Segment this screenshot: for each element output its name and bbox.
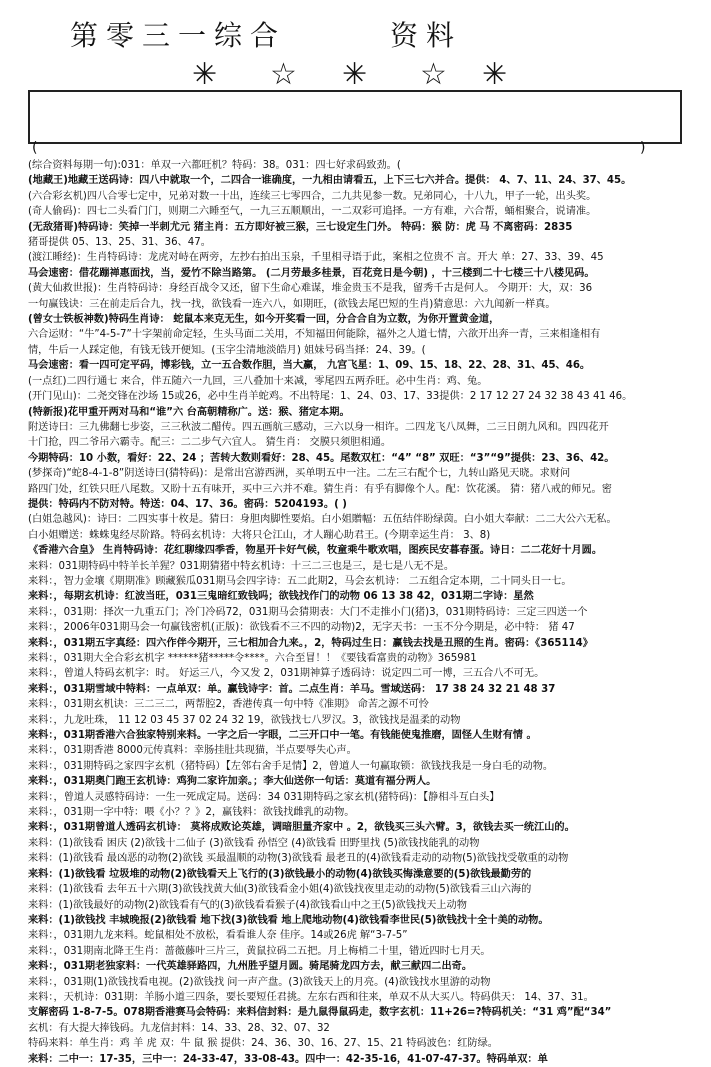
text-line: (梦探奇)“蛇8-4-1-8”阴送诗曰(猜特码)：是常出宫游西洲，买单明五中一注。二左三右配个七，九转山路见天晓。求财问 [28, 468, 571, 480]
text-line: 来料：，九龙吐珠， 11 12 03 45 37 02 24 32 19，欲钱找七八罗汉。3，欲钱找是温柔的动物 [28, 714, 461, 726]
text-line: 来料：(1)欲钱找 丰城晚报(2)欲钱看 地下找(3)欲钱看 地上爬地动物(4)欲钱看李世民(5)欲钱找十全十美的动物。 [28, 914, 549, 926]
text-line: 来料：，每期玄机诗：红波当旺，031三鬼暗红致钱吗；欲钱找作门的动物 06 13 38 42，031期二字诗：星然 [28, 591, 534, 603]
text-line: 特码来料：单生肖：鸡 羊 虎 双：牛 鼠 猴 提供：24、36、30、16、27、15、21 特码波色：红防绿。 [28, 1038, 498, 1050]
text-line: 来料：，曾道人灵感特码诗：一生一死成定局。送码：34 031期特码之家玄机(猪特码)：【静相斗互白头】 [28, 791, 500, 803]
text-line: (开门见山)：二尧交锋在沙场 15或26，必中生肖羊蛇鸡。不出特尾：1、24、03、17、33提供：2 17 12 27 24 32 38 43 41 46。 [28, 391, 633, 403]
asterisk-icon: ✳ [342, 57, 368, 92]
text-line: 今期特码：10 小数，看好：22、24 ；苦转大数则看好：28、45。尾数双杠：“4” “8” 双旺：“3”“9”提供：23、36、42。 [28, 452, 615, 464]
text-line: 来料：，031期南北降王生肖：蔷薇藤叶三片三，黄鼠拉码二五把。月上梅梢二十里，错近四时七月天。 [28, 945, 491, 957]
text-line: 来料：，031期特码之家四字玄机（猪特码）【左邻右舍手足情】2，曾道人一句赢取锁：欲钱找我是一身白毛的动物。 [28, 760, 554, 772]
text-line: (渡江睡经)：生肖特码诗：龙虎对峙在两旁，左抄右拍出玉泉，千里相寻语于此，案相之位贵不 言。开大 单：27、33、39、45 [28, 252, 604, 264]
text-line: (无敌猪哥)特码诗：笑掉一半刺尤元 猪主肖：五方即好被三猴，三七设定生门外。 特码：猴 防：虎 马 不离密码：2835 [28, 221, 573, 233]
text-line: 附送诗曰：三九佛翻七步姿，三三秋波二醋传。四五画航三感动，三六以身一相许。二四龙飞八凤舞，二三日朗九风和。四四花开 [28, 421, 609, 433]
text-line: 来料：，031期：择次一九重五门；冷门冷码72，031期马会猜期表：大门不走推小门(猪)3，031期特码诗：三定三四送一个 [28, 606, 588, 618]
text-line: 来料：，031期香港 8000元传真料：幸肠挂肚共现猫，半点要辱失心声。 [28, 745, 357, 757]
text-line: (一点红)二四行通七 来合，伴五随六一九回，三八叠加十来减，零尾四五两乔旺。必中生肖：鸡、兔。 [28, 375, 488, 387]
text-line: 来料：，031期九龙来料。蛇鼠相处不放松，看看谁人奈 佳序。14或26虎 解“3-7-5” [28, 930, 408, 942]
text-line: 来料：，031期香港六合独家特别来料。一字之后一字眼，二三开口中一笔。有钱能使鬼推磨，固怪人生财有情 。 [28, 730, 537, 742]
paren-right: ) [640, 140, 646, 156]
text-line: 提供：特码内不防对特。特送：04、17、36。密码：5204193。( ) [28, 498, 347, 510]
text-line: 来料：(1)欲钱看 最凶恶的动物(2)欲钱 买最温顺的动物(3)欲钱看 最老丑的(4)欲钱看走动的动物(5)欲钱找受敬重的动物 [28, 853, 569, 865]
text-line: 来料：，曾道人特码玄机字：时。 好运三八，今又发 2，031期神算子透码诗：说定四二可一博，三五合八不可无。 [28, 668, 545, 680]
text-line: 来料：，天机诗：031期：羊肠小道三四条，要长要短任君挑。左东右西和往来，单双不从大买八。特码供天： 14、37、31。 [28, 991, 594, 1003]
title-right: 资料 [390, 19, 463, 52]
text-line: (白姐急越风)：诗曰：二四实事十枚是。猜曰：身胆肉脚性要焰。白小姐贈幅：五伍结伴盼绿茵。白小姐大奉献：二二大公六无私。 [28, 514, 617, 526]
text-line: 白小姐赠送：蛛蛛鬼经尽阶路。特码玄机诗：大将只仑江山，才人蹦心助君王。(今期幸运生肖： 3、8) [28, 529, 491, 541]
text-line: 路四门处，红铁只旺八尾数。又盼十五有味开，买中三六并不难。猜生肖：有乎有脚像个人。配：饮花溪。 猜：猪八戒的师兄。密 [28, 483, 612, 495]
text-line: 来料：二中一：17-35，三中一：24-33-47，33-08-43。四中一：42-35-16，41-07-47-37。特码单双：单 [28, 1053, 548, 1065]
asterisk-icon: ✳ [482, 57, 508, 92]
text-line: 猪哥提供 05、13、25、31、36、47。 [28, 237, 211, 249]
text-line: 来料：，智力金壤《期期准》顾藏猴瓜031期马会四字诗：五二此期2，马会玄机诗： 二五组合定本期，二十同头日一七。 [28, 575, 572, 587]
text-line: (地藏王)地藏王送码诗：四八中就取一个，二四合一谁确度，一九相由请看五，上下三七六并合。提供： 4、7、11、24、37、45。 [28, 175, 632, 187]
text-line: 来料：，031期玄机诀：三二三二，两帮腔2，香港传真一句中特《准期》 命苦之源不可怜 [28, 699, 429, 711]
text-line: 支解密码 1-8-7-5。078期香港赛马会特码：来料信封料：是九鼠得鼠码走，数字玄机：11+26=?特码机关：“31 鸡”配“34” [28, 1007, 612, 1019]
star-icon: ☆ [270, 57, 297, 92]
text-line: 情，牛后一人踩定他，有钱无钱开便知。(玉字尘清地淡皓月) 姐妹号码当择：24、39。( [28, 344, 426, 356]
star-row [170, 58, 530, 92]
text-line: 来料：，031期大全合彩玄机字 ******猪*****令****。六合至冒！！《要钱看富贵的动物》365981 [28, 653, 477, 664]
text-line: 来料：，2006年031期马会一句赢钱密机(正版)：欲钱看不三不四的动物)2，无字天书：一玉不分今期是，必中特： 猪 47 [28, 622, 575, 634]
text-line: (黄大仙救世报)：生肖特码诗：身经百战令又还，留下生命心难谋，堆金贵玉不是我，留秀千古是何人。 今期开：大，双：36 [28, 283, 593, 295]
page-title [70, 14, 630, 54]
title-left: 第零三一综合 [70, 19, 287, 52]
text-line: 玄机：有大提大捧钱码。九龙信封料：14、33、28、32、07、32 [28, 1022, 330, 1034]
text-line: 来料：，031期奥门跑王玄机诗：鸡狗二家许加亲。；李大仙送你一句话：莫道有福分两人。 [28, 776, 437, 788]
text-line: 来料：(1)欲钱看 去年五十六期(3)欲钱找黄大仙(3)欲钱看金小姐(4)欲钱找夜里走动的动物(5)欲钱看三山六海的 [28, 884, 532, 896]
text-line: 来料：，031期曾道人透码玄机诗： 莫将成败论英雄，调暗胆量齐家中 。2，欲钱买三头六臂。3，欲钱去买一统江山的。 [28, 822, 575, 834]
content-body [28, 158, 688, 1067]
asterisk-icon: ✳ [192, 57, 218, 92]
text-line: (特新报)花甲重开两对马和“谁”六 台高朝精称广。送：猴、猪定本期。 [28, 406, 350, 418]
text-line: 马会速密：看一四可定平码，博彩钱，立一五合数作胆，当大赢， 九宫飞星：1、09、15、18、22、28、31、45、46。 [28, 360, 591, 372]
banner-box [28, 90, 682, 144]
star-icon: ☆ [420, 57, 447, 92]
paren-left: ( [32, 140, 38, 156]
text-line: 六合运财：“牛”4-5-7”十字架前命定轻，生头马面二关用，不知福田何能除，福外之人道七情，六欲开出奔一青，三来相逢相有 [28, 329, 601, 341]
text-line: 来料：(1)欲钱看 困庆 (2)欲钱十二仙子 (3)欲钱看 孙悟空 (4)欲钱看 田野里找 (5)欲钱找能乳的动物 [28, 837, 480, 849]
text-line: (奇人偷码)：四七二头看门门，则期二六睡至气，一九三五顺顺出，一二双彩可追择。一方有难，六合帮，蛹相聚合，说请准。 [28, 206, 597, 218]
text-line: 来料：，031期一字中特：喂《小？？》2，赢钱料：欲钱找雌乳的动物。 [28, 807, 355, 819]
text-line: (六合彩玄机)四八合零七定中，兄弟对数一十出，连续三七零四合，二九共见参一数。兄弟同心，十八九，甲子一轮，出头奖。 [28, 190, 597, 202]
text-line: (曾女士铁板神数)特码生肖诗： 蛇鼠本来克无生，如今开奖看一回，分合合自为立数，为你开置黄金道， [28, 314, 500, 326]
text-line: 来料：(1)欲钱最好的动物(2)欲钱看有气的(3)欲钱看看猴子(4)欲钱看山中之王(5)欲钱找天上动物 [28, 899, 467, 911]
text-line: 来料：，031期(1)欲钱找看电视。(2)欲钱找 问一声产盘。(3)欲钱天上的月亮。(4)欲钱找水里游的动物 [28, 976, 491, 988]
text-line: 来料：(1)欲钱看 垃圾堆的动物(2)欲钱看天上飞行的(3)欲钱最小的动物(4)欲钱买悔澡意要的(5)欲钱最勤劳的 [28, 868, 532, 880]
text-line: 十门抢，四二爷吊六霸寺。配三：二二步气六宜人。 猜生肖： 交膜只须胆相通。 [28, 437, 392, 449]
text-line: 一句赢钱诀：三在前走后合九，找一找，欲钱看一连六八，如期旺，(欲钱去尾巴短的生肖)猜意思：六九闻新一样真。 [28, 298, 556, 310]
text-line: (综合资料每期一句):031：单双一六都旺机？特码：38。031：四七好求码致劲。( [28, 160, 401, 171]
text-line: 来料：，031期老独家料：一代英雄驿路四，九州胜乎望月圆。骑尾骑龙四方去，献三献四二出奇。 [28, 961, 473, 973]
text-line: 来料：031期特码中特羊长羊猩？031期猜猪中特玄机诗：十三二三也是三，是七是八无不是。 [28, 560, 455, 572]
text-line: 来料：，031期五字真经：四六作伴今期开，三七相加合九来。，2，特码过生日：赢钱去找是丑照的生肖。密码：《365114》 [28, 637, 593, 649]
text-line: 来料：，031期雪域中特料：一点单双：单。赢钱诗字：首。二点生肖：羊马。雪域送码： 17 38 24 32 21 48 37 [28, 683, 556, 695]
text-line: 马会速密：借花蹦禅惠面找，当，爱竹不除当路第。 (二月劳最多桂景，百花竞日是今朝) ，十三楼到二十七楼三十八楼见码。 [28, 267, 595, 279]
text-line: 《香港六合皇》 生肖特码诗：花红聊缘四季香，物星开卡好气候，牧童乘牛歌欢唱，图疾民安暮春蛋。诗日：二二花好十月圆。 [28, 545, 603, 557]
